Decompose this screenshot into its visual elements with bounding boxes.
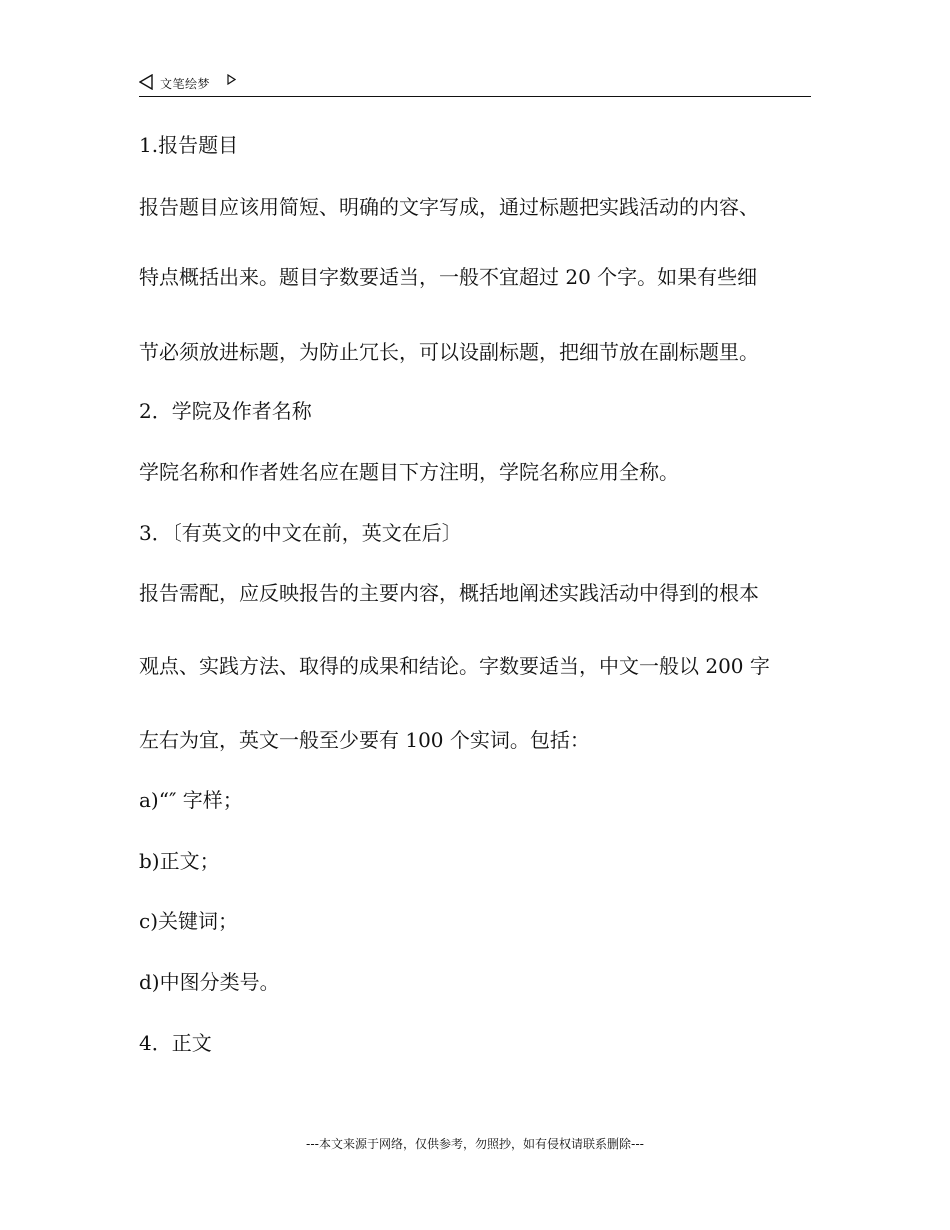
list-item: b)正文；	[139, 849, 220, 873]
paragraph-line: 左右为宜，英文一般至少要有 100 个实词。包括：	[139, 728, 590, 752]
paragraph-line: 学院名称和作者姓名应在题目下方注明，学院名称应用全称。	[139, 460, 679, 484]
list-item: c)关键词；	[139, 909, 239, 933]
paragraph-line: 报告需配，应反映报告的主要内容，概括地阐述实践活动中得到的根本	[139, 581, 759, 605]
header-title: 文笔绘梦	[160, 77, 211, 91]
paragraph-line: 节必须放进标题，为防止冗长，可以设副标题，把细节放在副标题里。	[139, 340, 759, 364]
paragraph-line: 观点、实践方法、取得的成果和结论。字数要适当，中文一般以 200 字	[139, 654, 770, 678]
section-heading-college-author: 2．学院及作者名称	[139, 399, 312, 423]
triangle-right-icon	[227, 74, 236, 85]
section-heading-body: 4．正文	[139, 1031, 212, 1055]
page-header	[139, 72, 811, 97]
section-heading-report-title: 1.报告题目	[139, 133, 239, 157]
list-item: d)中图分类号。	[139, 970, 280, 994]
section-heading-abstract: 3．〔有英文的中文在前，英文在后〕	[139, 521, 462, 545]
triangle-left-icon	[139, 74, 153, 90]
paragraph-line: 报告题目应该用简短、明确的文字写成，通过标题把实践活动的内容、	[139, 195, 759, 219]
paragraph-line: 特点概括出来。题目字数要适当，一般不宜超过 20 个字。如果有些细	[139, 265, 758, 289]
list-item: a)“″ 字样；	[139, 788, 243, 812]
footer-disclaimer: ---本文来源于网络，仅供参考，勿照抄，如有侵权请联系删除---	[306, 1137, 644, 1151]
